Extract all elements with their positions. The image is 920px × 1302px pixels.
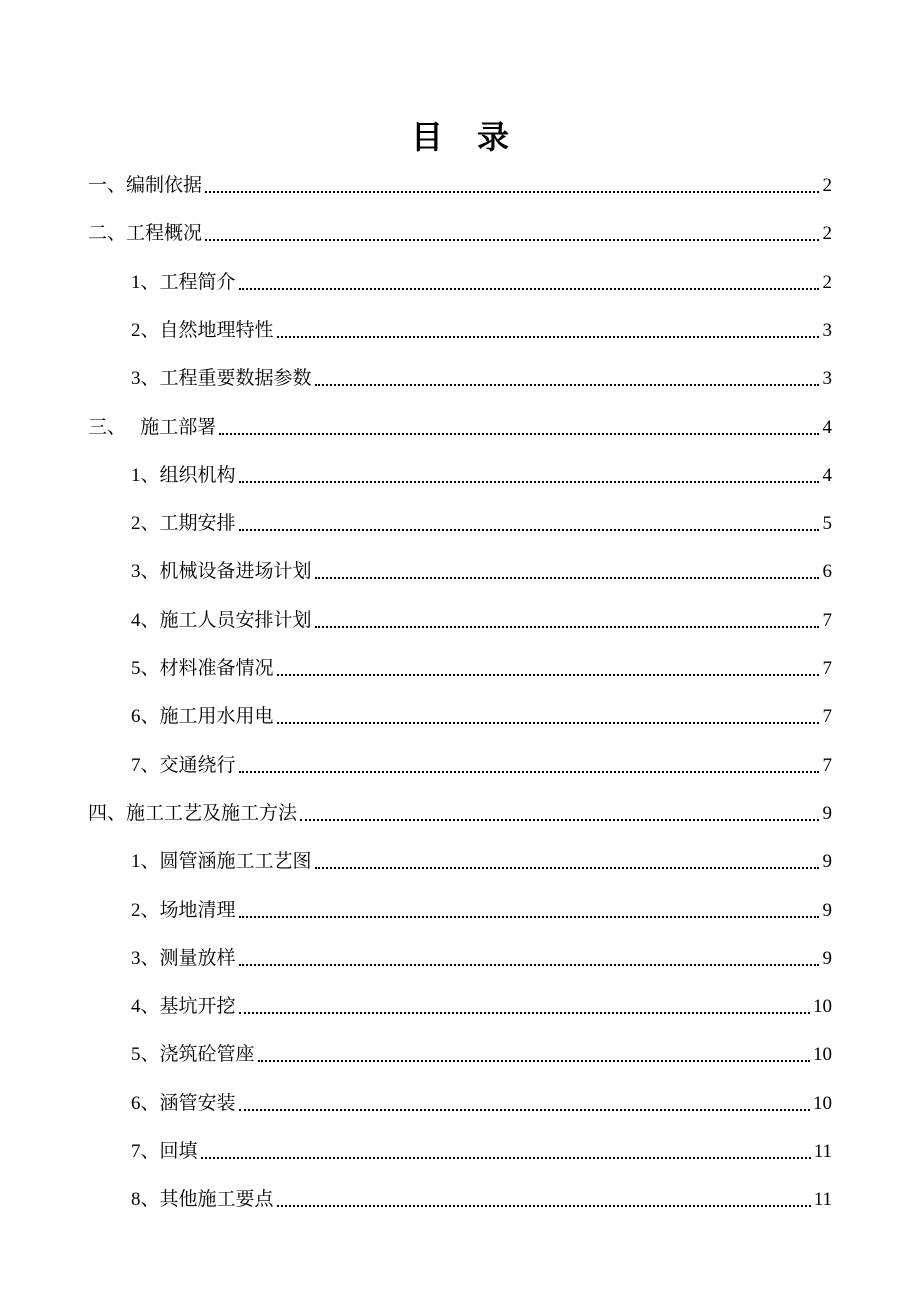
toc-entry[interactable]	[131, 458, 832, 488]
toc-dot-leader	[219, 433, 819, 435]
toc-entry[interactable]	[88, 168, 832, 198]
toc-entry-page: 7	[822, 706, 832, 728]
toc-entry-label: 四、施工工艺及施工方法	[88, 802, 298, 824]
toc-entry-page: 7	[822, 658, 832, 679]
toc-entry-label: 5、材料准备情况	[131, 658, 274, 679]
toc-dot-leader	[315, 867, 819, 869]
toc-entry[interactable]	[131, 941, 832, 971]
toc-entry-page: 10	[813, 996, 832, 1018]
toc-entry-label: 1、组织机构	[131, 464, 236, 486]
toc-entry-page: 10	[813, 1092, 832, 1114]
toc-entry-page: 2	[822, 223, 832, 245]
toc-dot-leader	[239, 1109, 810, 1111]
toc-entry-label: 4、基坑开挖	[131, 996, 236, 1018]
toc-entry-label: 三、 施工部署	[88, 416, 217, 438]
toc-dot-leader	[239, 529, 819, 531]
toc-dot-leader	[201, 1157, 811, 1159]
toc-entry-label: 7、回填	[131, 1141, 198, 1162]
toc-entry-page: 10	[813, 1044, 832, 1066]
toc-entry[interactable]	[131, 1037, 832, 1067]
toc-entry[interactable]	[88, 216, 832, 246]
toc-entry-page: 7	[822, 754, 832, 776]
toc-entry-label: 7、交通绕行	[131, 754, 236, 776]
toc-entry-page: 3	[822, 368, 832, 390]
toc-entry-page: 2	[822, 175, 832, 196]
toc-entry-page: 9	[822, 899, 832, 921]
toc-entry-label: 3、机械设备进场计划	[131, 561, 312, 583]
toc-entry-page: 9	[822, 802, 832, 824]
toc-dot-leader	[277, 1205, 811, 1207]
toc-entry-label: 1、圆管涵施工工艺图	[131, 851, 312, 873]
toc-entry-page: 11	[813, 1141, 832, 1162]
toc-entry[interactable]	[131, 1182, 832, 1212]
toc-entry-label: 2、自然地理特性	[131, 319, 274, 341]
toc-entry-page: 6	[822, 561, 832, 583]
toc-entry[interactable]	[131, 699, 832, 729]
toc-dot-leader	[315, 577, 819, 579]
toc-dot-leader	[300, 819, 819, 821]
toc-dot-leader	[315, 626, 819, 628]
toc-entry-label: 5、浇筑砼管座	[131, 1044, 255, 1066]
toc-dot-leader	[205, 239, 819, 241]
toc-dot-leader	[239, 964, 819, 966]
toc-entry-label: 2、工期安排	[131, 513, 236, 535]
toc-entry-page: 5	[822, 513, 832, 535]
toc-dot-leader	[239, 916, 819, 918]
toc-dot-leader	[258, 1060, 810, 1062]
toc-dot-leader	[277, 722, 819, 724]
toc-entry[interactable]	[131, 265, 832, 295]
toc-entry[interactable]	[131, 361, 832, 391]
toc-entry-page: 7	[822, 609, 832, 631]
toc-entry[interactable]	[131, 1134, 832, 1164]
toc-entry-label: 6、施工用水用电	[131, 706, 274, 728]
toc-entry-label: 8、其他施工要点	[131, 1189, 274, 1211]
toc-entry-label: 3、工程重要数据参数	[131, 368, 312, 390]
toc-dot-leader	[205, 191, 819, 193]
toc-entry[interactable]	[131, 506, 832, 536]
toc-entry-page: 11	[813, 1189, 832, 1211]
toc-entry-page: 9	[822, 947, 832, 969]
toc-entry[interactable]	[131, 603, 832, 633]
toc-entry[interactable]	[88, 796, 832, 826]
toc-entry[interactable]	[131, 748, 832, 778]
toc-entry-page: 4	[822, 464, 832, 486]
toc-entry-page: 9	[822, 851, 832, 873]
toc-entry-page: 3	[822, 319, 832, 341]
toc-entry[interactable]	[131, 844, 832, 874]
toc-entry-label: 1、工程简介	[131, 271, 236, 293]
toc-entry-label: 4、施工人员安排计划	[131, 609, 312, 631]
toc-entry[interactable]	[88, 410, 832, 440]
toc-entry-label: 二、工程概况	[88, 223, 203, 245]
toc-dot-leader	[239, 1012, 810, 1014]
toc-dot-leader	[239, 481, 819, 483]
toc-dot-leader	[239, 771, 819, 773]
toc-entry-label: 2、场地清理	[131, 899, 236, 921]
toc-entry-page: 2	[822, 271, 832, 293]
toc-entry[interactable]	[131, 651, 832, 681]
toc-entry-label: 3、测量放样	[131, 947, 236, 969]
toc-entry-label: 一、编制依据	[88, 175, 203, 196]
toc-entry-page: 4	[822, 416, 832, 438]
toc-dot-leader	[315, 384, 819, 386]
toc-entry[interactable]	[131, 893, 832, 923]
toc-dot-leader	[277, 336, 819, 338]
toc-entry[interactable]	[131, 989, 832, 1019]
toc-dot-leader	[239, 288, 819, 290]
toc-title: 目录	[410, 119, 543, 155]
toc-entry[interactable]	[131, 554, 832, 584]
toc-entry[interactable]	[131, 1086, 832, 1116]
toc-entry[interactable]	[131, 313, 832, 343]
toc-entry-label: 6、涵管安装	[131, 1092, 236, 1114]
toc-dot-leader	[277, 674, 819, 676]
